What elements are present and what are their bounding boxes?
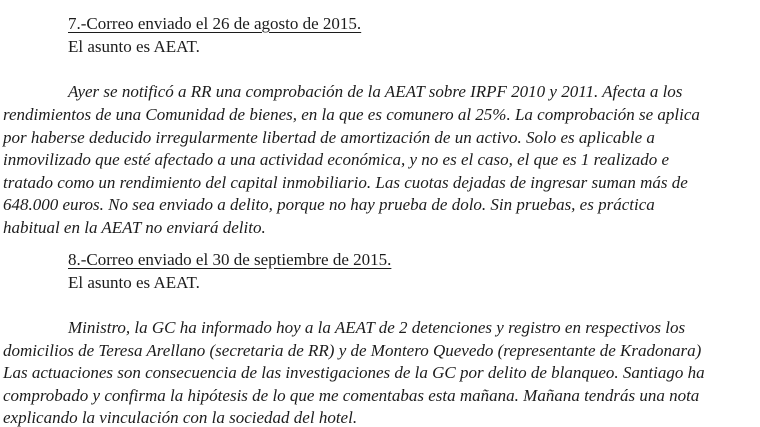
email-7-line-6: 648.000 euros. No sea enviado a delito, porque no hay prueba de dolo. Sin pruebas, es práctica <box>3 195 655 214</box>
email-8-heading: 8.-Correo enviado el 30 de septiembre de 2015. <box>68 250 392 269</box>
email-8-line-1: Ministro, la GC ha informado hoy a la AEAT de 2 detenciones y registro en respectivos los <box>68 318 686 337</box>
email-7-line-7: habitual en la AEAT no enviará delito. <box>3 218 266 237</box>
email-7-line-5: tratado como un rendimiento del capital inmobiliario. Las cuotas dejadas de ingresar suman más de <box>3 173 688 192</box>
email-7-line-3: por haberse deducido irregularmente libertad de amortización de un activo. Solo es aplicable a <box>3 128 655 147</box>
email-7-line-4: inmovilizado que esté afectado a una actividad económica, y no es el caso, el que es 1 realizado e <box>3 150 669 169</box>
email-8-line-4: comprobado y confirma la hipótesis de lo que me comentabas esta mañana. Mañana tendrás una nota <box>3 386 700 405</box>
email-8-line-3: Las actuaciones son consecuencia de las investigaciones de la GC por delito de blanqueo. Santiago ha <box>3 363 705 382</box>
email-7-line-2: rendimientos de una Comunidad de bienes, en la que es comunero al 25%. La comprobación se aplica <box>3 105 700 124</box>
email-7-heading: 7.-Correo enviado el 26 de agosto de 2015. <box>68 14 362 33</box>
email-8-subject: El asunto es AEAT. <box>68 273 200 292</box>
email-8-line-5: explicando la vinculación con la sociedad del hotel. <box>3 408 358 427</box>
email-8-line-2: domicilios de Teresa Arellano (secretaria de RR) y de Montero Quevedo (representante de Kradonara) <box>3 341 702 360</box>
email-7-line-1: Ayer se notificó a RR una comprobación de la AEAT sobre IRPF 2010 y 2011. Afecta a los <box>68 82 683 101</box>
email-7-subject: El asunto es AEAT. <box>68 37 200 56</box>
